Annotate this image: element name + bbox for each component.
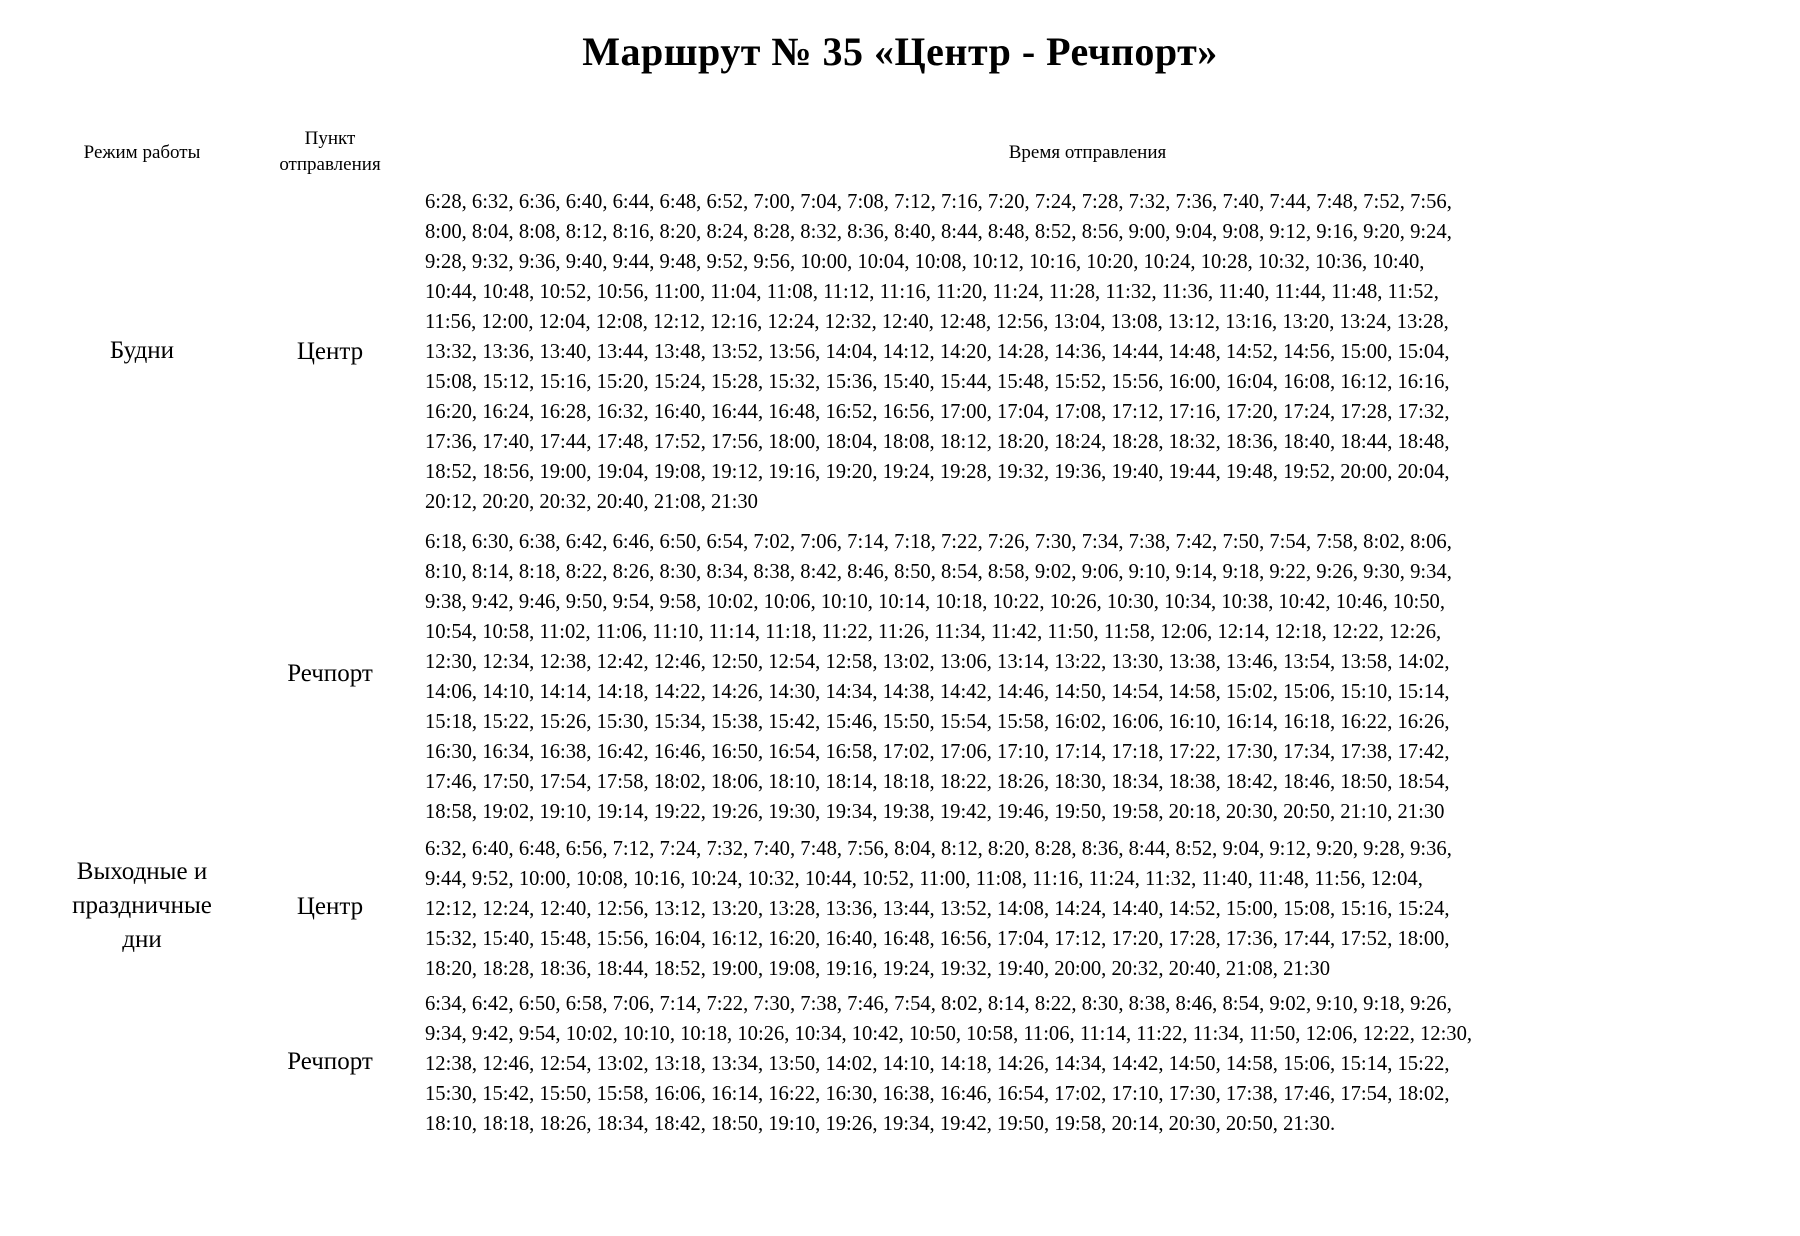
- departure-point-weekdays-port: Речпорт: [287, 660, 373, 687]
- header-departure-point: Пункт отправления: [279, 128, 381, 175]
- mode-weekends: Выходные и праздничные дни: [72, 858, 212, 953]
- mode-weekdays: Будни: [109, 337, 175, 364]
- departure-point-weekends-center: Центр: [296, 893, 364, 920]
- departure-point-weekends-port: Речпорт: [287, 1048, 373, 1075]
- header-mode: Режим работы: [83, 142, 201, 163]
- departure-times-weekends-port: 6:34, 6:42, 6:50, 6:58, 7:06, 7:14, 7:22, 7:30, 7:38, 7:46, 7:54, 8:02, 8:14, 8:22, 8:30, 8:38, 8:46, 8:54, 9:02, 9:10, 9:18, 9:26, 9:34, 9:42, 9:54, 10:02, 10:10, 10:18, 10:26, 10:34, 10:42, 10:50, 10:58, 11:06, 11:14, 11:22, 11:34, 11:50, 12:06, 12:22, 12:30, 12:38, 12:46, 12:54, 13:02, 13:18, 13:34, 13:50, 14:02, 14:10, 14:18, 14:26, 14:34, 14:42, 14:50, 14:58, 15:06, 15:14, 15:22, 15:30, 15:42, 15:50, 15:58, 16:06, 16:14, 16:22, 16:30, 16:38, 16:46, 16:54, 17:02, 17:10, 17:30, 17:38, 17:46, 17:54, 18:02, 18:10, 18:18, 18:26, 18:34, 18:42, 18:50, 19:10, 19:26, 19:34, 19:42, 19:50, 19:58, 20:14, 20:30, 20:50, 21:30.: [425, 993, 1473, 1135]
- departure-times-weekends-center: 6:32, 6:40, 6:48, 6:56, 7:12, 7:24, 7:32, 7:40, 7:48, 7:56, 8:04, 8:12, 8:20, 8:28, 8:36, 8:44, 8:52, 9:04, 9:12, 9:20, 9:28, 9:36, 9:44, 9:52, 10:00, 10:08, 10:16, 10:24, 10:32, 10:44, 10:52, 11:00, 11:08, 11:16, 11:24, 11:32, 11:40, 11:48, 11:56, 12:04, 12:12, 12:24, 12:40, 12:56, 13:12, 13:20, 13:28, 13:36, 13:44, 13:52, 14:08, 14:24, 14:40, 14:52, 15:00, 15:08, 15:16, 15:24, 15:32, 15:40, 15:48, 15:56, 16:04, 16:12, 16:20, 16:40, 16:48, 16:56, 17:04, 17:12, 17:20, 17:28, 17:36, 17:44, 17:52, 18:00, 18:20, 18:28, 18:36, 18:44, 18:52, 19:00, 19:08, 19:16, 19:24, 19:32, 19:40, 20:00, 20:32, 20:40, 21:08, 21:30: [425, 838, 1452, 980]
- header-departure-time: Время отправления: [1008, 142, 1167, 163]
- departure-times-weekdays-port: 6:18, 6:30, 6:38, 6:42, 6:46, 6:50, 6:54, 7:02, 7:06, 7:14, 7:18, 7:22, 7:26, 7:30, 7:34, 7:38, 7:42, 7:50, 7:54, 7:58, 8:02, 8:06, 8:10, 8:14, 8:18, 8:22, 8:26, 8:30, 8:34, 8:38, 8:42, 8:46, 8:50, 8:54, 8:58, 9:02, 9:06, 9:10, 9:14, 9:18, 9:22, 9:26, 9:30, 9:34, 9:38, 9:42, 9:46, 9:50, 9:54, 9:58, 10:02, 10:06, 10:10, 10:14, 10:18, 10:22, 10:26, 10:30, 10:34, 10:38, 10:42, 10:46, 10:50, 10:54, 10:58, 11:02, 11:06, 11:10, 11:14, 11:18, 11:22, 11:26, 11:34, 11:42, 11:50, 11:58, 12:06, 12:14, 12:18, 12:22, 12:26, 12:30, 12:34, 12:38, 12:42, 12:46, 12:50, 12:54, 12:58, 13:02, 13:06, 13:14, 13:22, 13:30, 13:38, 13:46, 13:54, 13:58, 14:02, 14:06, 14:10, 14:14, 14:18, 14:22, 14:26, 14:30, 14:34, 14:38, 14:42, 14:46, 14:50, 14:54, 14:58, 15:02, 15:06, 15:10, 15:14, 15:18, 15:22, 15:26, 15:30, 15:34, 15:38, 15:42, 15:46, 15:50, 15:54, 15:58, 16:02, 16:06, 16:10, 16:14, 16:18, 16:22, 16:26, 16:30, 16:34, 16:38, 16:42, 16:46, 16:50, 16:54, 16:58, 17:02, 17:06, 17:10, 17:14, 17:18, 17:22, 17:30, 17:34, 17:38, 17:42, 17:46, 17:50, 17:54, 17:58, 18:02, 18:06, 18:10, 18:14, 18:18, 18:22, 18:26, 18:30, 18:34, 18:38, 18:42, 18:46, 18:50, 18:54, 18:58, 19:02, 19:10, 19:14, 19:22, 19:26, 19:30, 19:34, 19:38, 19:42, 19:46, 19:50, 19:58, 20:18, 20:30, 20:50, 21:10, 21:30: [425, 531, 1452, 823]
- page-title: Маршрут № 35 «Центр - Речпорт»: [582, 29, 1218, 74]
- departure-point-weekdays-center: Центр: [296, 338, 364, 365]
- departure-times-weekdays-center: 6:28, 6:32, 6:36, 6:40, 6:44, 6:48, 6:52, 7:00, 7:04, 7:08, 7:12, 7:16, 7:20, 7:24, 7:28, 7:32, 7:36, 7:40, 7:44, 7:48, 7:52, 7:56, 8:00, 8:04, 8:08, 8:12, 8:16, 8:20, 8:24, 8:28, 8:32, 8:36, 8:40, 8:44, 8:48, 8:52, 8:56, 9:00, 9:04, 9:08, 9:12, 9:16, 9:20, 9:24, 9:28, 9:32, 9:36, 9:40, 9:44, 9:48, 9:52, 9:56, 10:00, 10:04, 10:08, 10:12, 10:16, 10:20, 10:24, 10:28, 10:32, 10:36, 10:40, 10:44, 10:48, 10:52, 10:56, 11:00, 11:04, 11:08, 11:12, 11:16, 11:20, 11:24, 11:28, 11:32, 11:36, 11:40, 11:44, 11:48, 11:52, 11:56, 12:00, 12:04, 12:08, 12:12, 12:16, 12:24, 12:32, 12:40, 12:48, 12:56, 13:04, 13:08, 13:12, 13:16, 13:20, 13:24, 13:28, 13:32, 13:36, 13:40, 13:44, 13:48, 13:52, 13:56, 14:04, 14:12, 14:20, 14:28, 14:36, 14:44, 14:48, 14:52, 14:56, 15:00, 15:04, 15:08, 15:12, 15:16, 15:20, 15:24, 15:28, 15:32, 15:36, 15:40, 15:44, 15:48, 15:52, 15:56, 16:00, 16:04, 16:08, 16:12, 16:16, 16:20, 16:24, 16:28, 16:32, 16:40, 16:44, 16:48, 16:52, 16:56, 17:00, 17:04, 17:08, 17:12, 17:16, 17:20, 17:24, 17:28, 17:32, 17:36, 17:40, 17:44, 17:48, 17:52, 17:56, 18:00, 18:04, 18:08, 18:12, 18:20, 18:24, 18:28, 18:32, 18:36, 18:40, 18:44, 18:48, 18:52, 18:56, 19:00, 19:04, 19:08, 19:12, 19:16, 19:20, 19:24, 19:28, 19:32, 19:36, 19:40, 19:44, 19:48, 19:52, 20:00, 20:04, 20:12, 20:20, 20:32, 20:40, 21:08, 21:30: [425, 191, 1452, 513]
